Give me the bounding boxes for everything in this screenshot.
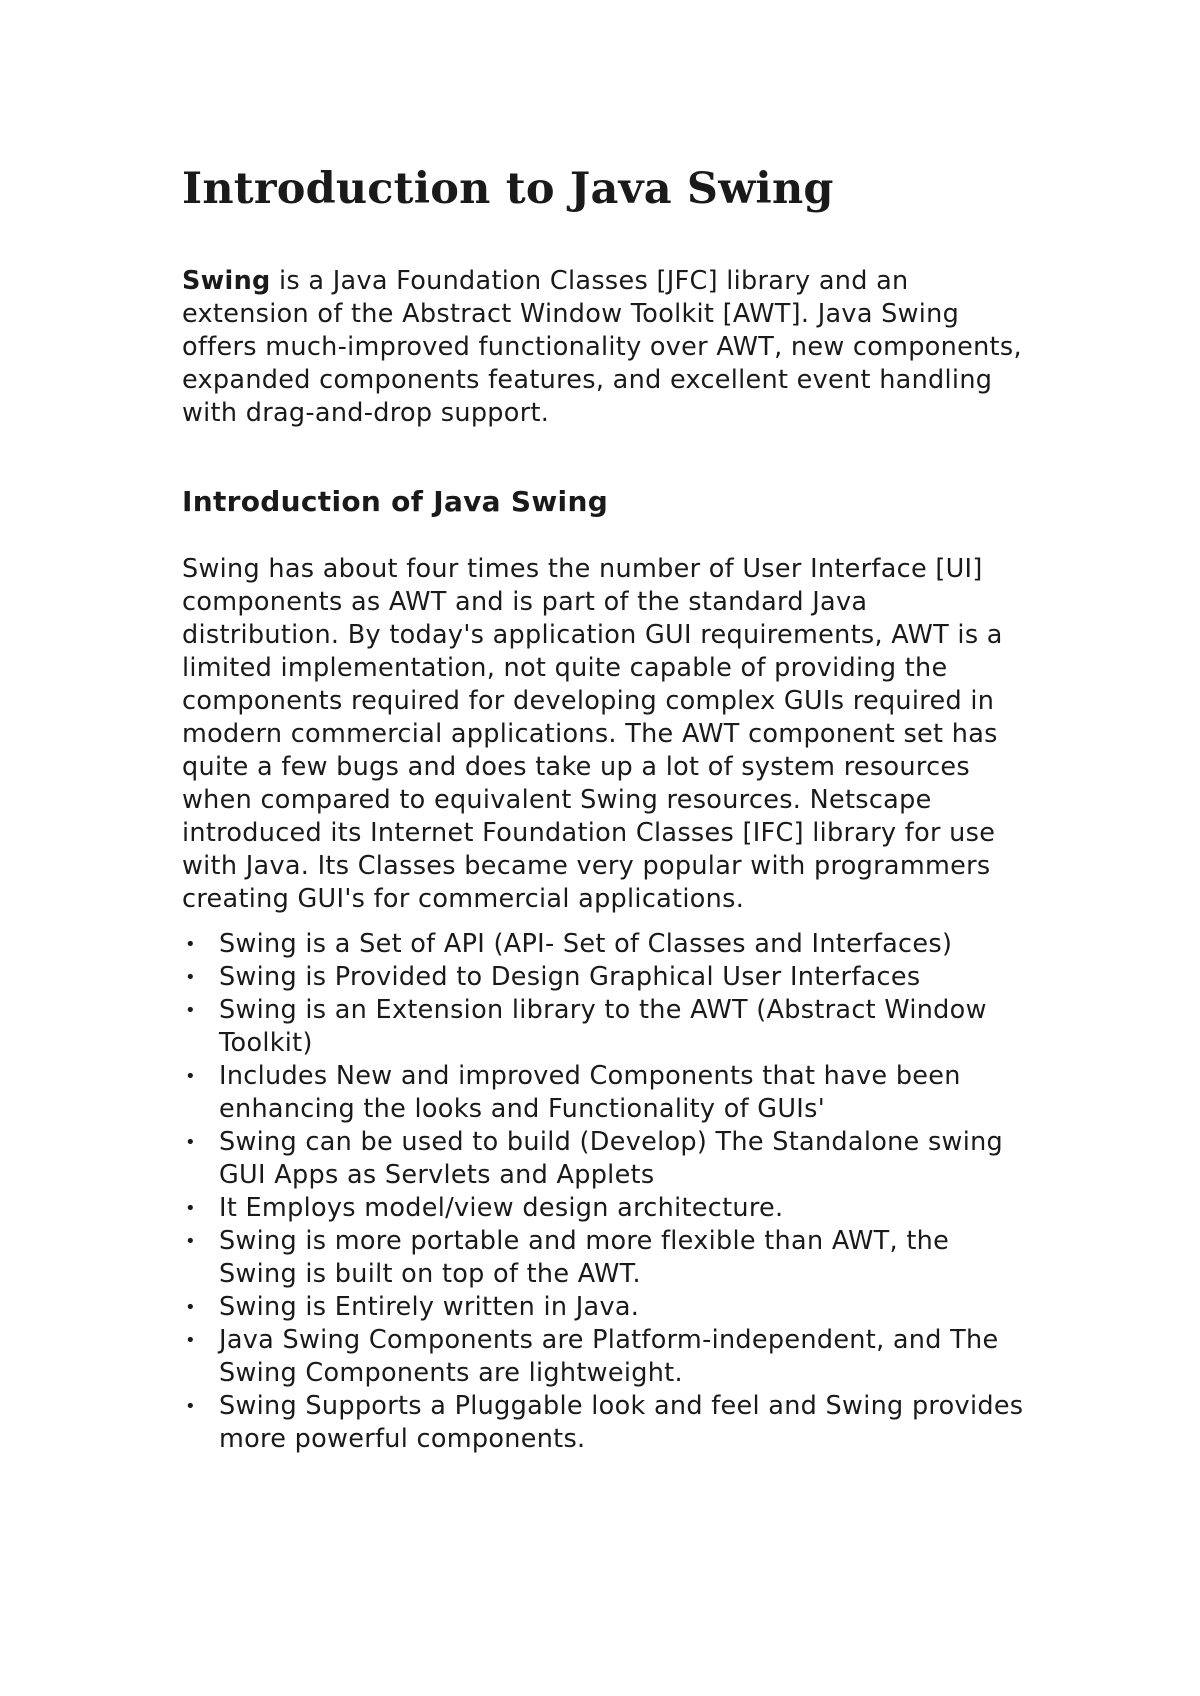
list-item-text: Swing is Provided to Design Graphical User Interfaces bbox=[219, 962, 921, 992]
bullet-icon: • bbox=[185, 1396, 196, 1417]
list-item-text: Java Swing Components are Platform-independent, and The Swing Components are lightweight. bbox=[219, 1325, 999, 1388]
intro-lead-term: Swing bbox=[182, 266, 271, 296]
list-item-text: Swing is more portable and more flexible than AWT, the Swing is built on top of the AWT. bbox=[219, 1226, 950, 1289]
intro-text: is a Java Foundation Classes [JFC] library and an extension of the Abstract Window Toolkit [AWT]. Java Swing offers much-improved functionality over AWT, new components, expanded components features, and excellent event handling with drag-and-drop support. bbox=[182, 266, 1022, 428]
list-item-text: Includes New and improved Components that have been enhancing the looks and Functionality of GUIs' bbox=[219, 1061, 961, 1124]
bullet-icon: • bbox=[185, 1198, 196, 1219]
list-item bbox=[182, 1390, 1032, 1456]
list-item bbox=[182, 994, 1032, 1060]
list-item bbox=[182, 1324, 1032, 1390]
list-item-text: Swing is a Set of API (API- Set of Classes and Interfaces) bbox=[219, 929, 953, 959]
bullet-icon: • bbox=[185, 934, 196, 955]
list-item bbox=[182, 928, 1032, 961]
list-item bbox=[182, 1291, 1032, 1324]
document-page bbox=[182, 160, 1032, 1456]
section-paragraph: Swing has about four times the number of User Interface [UI] components as AWT and is part of the standard Java distribution. By today's application GUI requirements, AWT is a limited implementation, not quite capable of providing the components required for developing complex GUIs required in modern commercial applications. The AWT component set has quite a few bugs and does take up a lot of system resources when compared to equivalent Swing resources. Netscape introduced its Internet Foundation Classes [IFC] library for use with Java. Its Classes became very popular with programmers creating GUI's for commercial applications. bbox=[182, 554, 1003, 914]
list-item-text: Swing is an Extension library to the AWT (Abstract Window Toolkit) bbox=[219, 995, 987, 1058]
feature-list bbox=[182, 928, 1032, 1456]
intro-paragraph bbox=[182, 265, 1032, 430]
bullet-icon: • bbox=[185, 1297, 196, 1318]
bullet-icon: • bbox=[185, 1330, 196, 1351]
list-item-text: It Employs model/view design architecture. bbox=[219, 1193, 784, 1223]
list-item-text: Swing can be used to build (Develop) The Standalone swing GUI Apps as Servlets and Applets bbox=[219, 1127, 1004, 1190]
list-item bbox=[182, 1192, 1032, 1225]
bullet-icon: • bbox=[185, 1231, 196, 1252]
bullet-icon: • bbox=[185, 967, 196, 988]
list-item bbox=[182, 1225, 1032, 1291]
list-item-text: Swing Supports a Pluggable look and feel and Swing provides more powerful components. bbox=[219, 1391, 1024, 1454]
bullet-icon: • bbox=[185, 1000, 196, 1021]
list-item bbox=[182, 1060, 1032, 1126]
list-item bbox=[182, 961, 1032, 994]
document-title: Introduction to Java Swing bbox=[182, 164, 834, 214]
section-heading: Introduction of Java Swing bbox=[182, 485, 609, 518]
bullet-icon: • bbox=[185, 1066, 196, 1087]
bullet-icon: • bbox=[185, 1132, 196, 1153]
list-item-text: Swing is Entirely written in Java. bbox=[219, 1292, 640, 1322]
list-item bbox=[182, 1126, 1032, 1192]
